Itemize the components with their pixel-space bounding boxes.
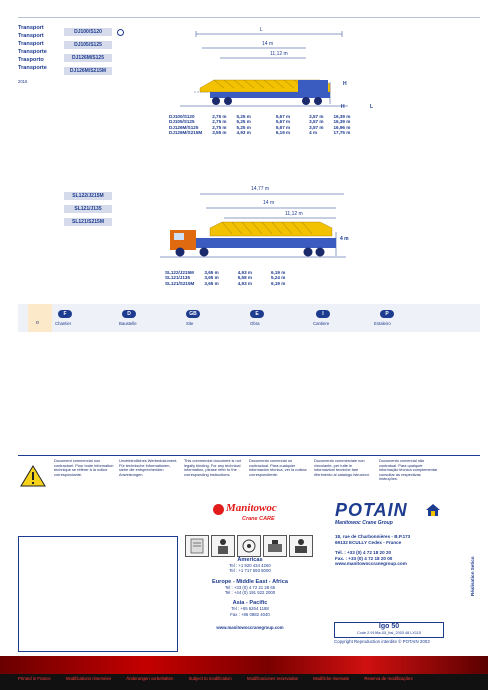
support-icon bbox=[289, 535, 313, 557]
lang-code-gb: GB bbox=[186, 310, 200, 318]
region-name: Europe - Middle East - Africa bbox=[212, 578, 288, 585]
warning-text: Unverbindliches Werbedokument. Für technische Informationen, siehe die entsprechenden Anweisungen. bbox=[119, 458, 178, 477]
footer-link: Reserva de modificações bbox=[364, 676, 413, 681]
footer-link: Printed in France bbox=[18, 676, 51, 681]
realisation-credit: Réalisation Setico bbox=[470, 556, 475, 596]
table-row: DJ126M/S215M 3,55 m 4,93 m 6,19 m 4 m 17,75 m bbox=[169, 129, 351, 135]
transport-label: Trasporto bbox=[18, 57, 44, 63]
model-box: DJ100/S120 bbox=[64, 28, 112, 36]
col-L: L bbox=[370, 104, 374, 110]
footer-links bbox=[18, 676, 488, 681]
model-box: SL122/J215M bbox=[64, 192, 112, 200]
warning-text: Documento comercial no contractual. Para cualquier información técnica, ver la noticia correspondiente. bbox=[249, 458, 307, 477]
warning-text: Documento commerciale non vincolante, per tutte le informazioni tecniche fare riferimento al catalogo istruzioni. bbox=[314, 458, 370, 477]
dim-4m: 4 m bbox=[340, 236, 349, 242]
dimension-table-top bbox=[164, 114, 355, 135]
table-row: DJ126M/S125 2,75 m 5,25 m 5,67 m 3,57 m 16,96 m bbox=[169, 124, 351, 130]
table-row: SL121/S215M 3,65 m 4,93 m 6,19 m bbox=[165, 280, 286, 286]
model-box: DJ126M/S125 bbox=[64, 54, 112, 62]
lang-code-d: D bbox=[122, 310, 136, 318]
selected-marker bbox=[117, 29, 124, 36]
igo-code: Code 2.9196s-05_Ital_2003 48 LX115 bbox=[357, 631, 421, 635]
region-tel: Tel : +1 920 434 4260 bbox=[229, 563, 271, 569]
model-box: SL121/J135 bbox=[64, 205, 112, 213]
cranecare-logo: Crane CARE bbox=[242, 516, 275, 522]
lang-name: Cantiere bbox=[313, 321, 330, 326]
transport-label: Transport bbox=[18, 33, 44, 39]
footer-red-band bbox=[0, 656, 488, 674]
table-row: DJ105/S125 2,75 m 5,25 m 5,67 m 3,57 m 16,39 m bbox=[169, 119, 351, 125]
region-tel: Tel : +33 (0) 4 72 21 28 65 bbox=[224, 584, 276, 590]
lang-marker: o bbox=[36, 320, 39, 326]
dim-14m: 14 m bbox=[262, 41, 274, 47]
dim-1477m: 14,77 m bbox=[251, 186, 270, 192]
region-name: Americas bbox=[237, 557, 263, 563]
address-web[interactable]: www.manitowoccranegroup.com bbox=[335, 561, 407, 567]
lang-name: Obra bbox=[250, 321, 260, 326]
warning-rule bbox=[18, 455, 480, 456]
training-icon bbox=[237, 535, 261, 557]
footer-link: Modifiche riservate bbox=[313, 676, 350, 681]
address-line: 18, rue de Charbonnières - B.P.173 bbox=[335, 534, 411, 539]
footer-link: Modifications réservées bbox=[65, 676, 112, 681]
warning-text: Documento comercial não contratual. Para qualquer informação técnica complementar consultar as respectivas instruções. bbox=[379, 458, 438, 482]
igo-title: Igo 50 bbox=[378, 623, 400, 630]
footer-link: Änderungen vorbehalten bbox=[126, 676, 174, 681]
model-box: SL121/S215M bbox=[64, 218, 112, 226]
address-tel: Tél. : +33 (0) 4 72 18 20 20 bbox=[335, 550, 392, 556]
table-row: DJ100/S120 2,75 m 5,25 m 5,67 m 3,57 m 16,39 m bbox=[169, 114, 351, 119]
address-fax: Fax. : +33 (0) 4 72 18 20 00 bbox=[335, 555, 393, 561]
manitowoc-logo: Manitowoc bbox=[226, 502, 277, 514]
transport-label: Transport bbox=[18, 41, 44, 47]
transport-drawing-top bbox=[180, 22, 470, 110]
dimension-table-mid bbox=[160, 270, 290, 286]
dim-14m-mid: 14 m bbox=[263, 200, 275, 206]
region-tel: Tel : +65 6264 1188 bbox=[231, 606, 269, 612]
regions-web[interactable]: www.manitowoccranegroup.com bbox=[216, 624, 284, 630]
lang-name: Baustelle bbox=[119, 321, 137, 326]
model-box: DJ105/S125 bbox=[64, 41, 112, 49]
documents-icon bbox=[185, 535, 209, 557]
table-row: SL122/J215M 3,65 m 4,93 m 6,19 m bbox=[165, 270, 286, 275]
transport-labels bbox=[18, 24, 47, 72]
col-H: H bbox=[341, 104, 345, 110]
transport-label: Transporte bbox=[18, 65, 47, 71]
lang-code-e: E bbox=[250, 310, 264, 318]
region-tel: Fax : +86 0882 4040 bbox=[230, 611, 270, 617]
footer-link: Modificaciones reservadas bbox=[247, 676, 298, 681]
lang-code-i: I bbox=[316, 310, 330, 318]
lang-name: Site bbox=[186, 321, 194, 326]
warning-text: Document commercial non contractuel. Pour toute information technique se référer à la notice correspondante. bbox=[54, 458, 114, 477]
table-row: SL121/J135 3,65 m 5,58 m 5,24 m bbox=[165, 275, 286, 281]
footer-link: Subject to modification bbox=[188, 676, 232, 681]
lang-code-f: F bbox=[58, 310, 72, 318]
potain-logo: POTAIN bbox=[335, 500, 408, 520]
lang-name: Estaleiro bbox=[374, 321, 391, 326]
top-rule bbox=[18, 17, 480, 18]
potain-address bbox=[335, 534, 410, 567]
dealer-stamp-box bbox=[18, 536, 178, 652]
region-tel: Tel : +1 717 593 5000 bbox=[229, 568, 271, 574]
dim-1112m-mid: 11,12 m bbox=[285, 211, 303, 217]
dim-1112m: 11,12 m bbox=[270, 51, 288, 57]
language-bar bbox=[18, 304, 480, 332]
transport-drawing-mid bbox=[160, 188, 360, 266]
dim-L: L bbox=[260, 27, 263, 33]
model-box: DJ126M/S215M bbox=[64, 67, 112, 75]
potain-house-icon bbox=[425, 503, 441, 517]
warning-text: This commercial document is not legally binding. For any technical information, please refer to the corresponding instructions. bbox=[184, 458, 241, 477]
address-line: 69132 ECULLY Cedex - France bbox=[335, 539, 402, 545]
manitowoc-logo-icon bbox=[213, 504, 224, 515]
parts-icon bbox=[263, 535, 287, 557]
small-code: 2016 bbox=[18, 79, 28, 84]
transport-label: Transport bbox=[18, 25, 44, 31]
igo-box bbox=[334, 622, 444, 638]
copyright: Copyright Reproduction interdite © POTAIN 2003 bbox=[334, 639, 430, 644]
transport-label: Transporte bbox=[18, 49, 47, 55]
warning-icon bbox=[20, 465, 46, 487]
dim-H: H bbox=[343, 81, 347, 87]
region-name: Asia - Pacific bbox=[232, 600, 268, 607]
regional-contacts bbox=[185, 558, 315, 630]
service-person-icon bbox=[211, 535, 235, 557]
marker-cell bbox=[28, 304, 52, 332]
lang-code-p: P bbox=[380, 310, 394, 318]
region-tel: Tel : +44 (0) 191 522 2000 bbox=[224, 590, 276, 596]
potain-subtitle: Manitowoc Crane Group bbox=[335, 520, 393, 526]
lang-name: Chantier bbox=[55, 321, 72, 326]
